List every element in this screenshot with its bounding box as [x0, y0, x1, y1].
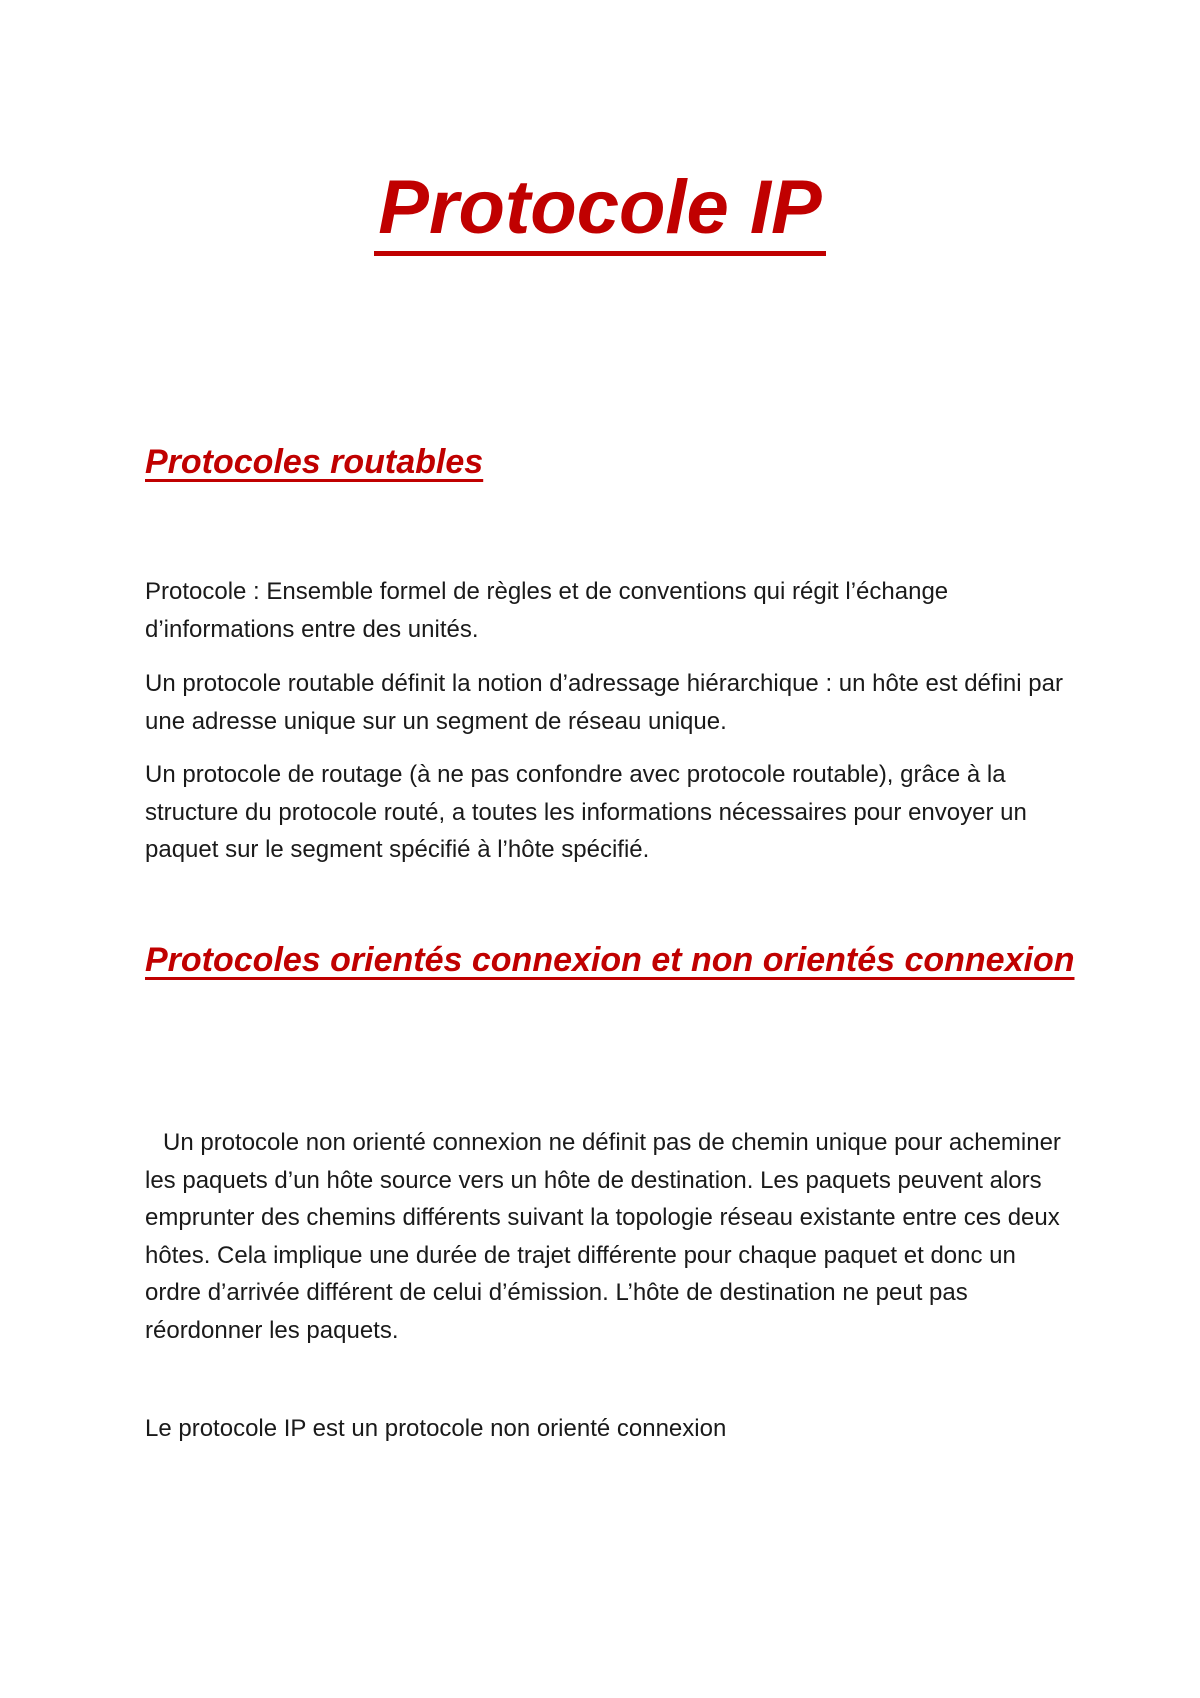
- section-heading-text: Protocoles routables: [145, 443, 484, 481]
- document-title-text: Protocole IP: [374, 165, 825, 256]
- document-title: [0, 160, 1200, 256]
- section-heading-connection-protocols: [145, 934, 1085, 986]
- paragraph-protocol-definition: Protocole : Ensemble formel de règles et de conventions qui régit l’échange d’informations entre des unités.: [145, 578, 949, 643]
- paragraph-connectionless-protocol: Un protocole non orienté connexion ne définit pas de chemin unique pour acheminer les paquets d’un hôte source vers un hôte de destination. Les paquets peuvent alors emprunter des chemins différents suivant la topologie réseau existante entre ces deux hôtes. Cela implique une durée de trajet différente pour chaque paquet et donc un ordre d’arrivée différent de celui d’émission. L’hôte de destination ne peut pas réordonner les paquets.: [145, 1129, 1061, 1344]
- section-heading-routable-protocols: [145, 436, 1085, 488]
- section-heading-text: Protocoles orientés connexion et non orientés connexion: [145, 941, 1075, 979]
- paragraph-routable-protocol: Un protocole routable définit la notion d’adressage hiérarchique : un hôte est défini par une adresse unique sur un segment de réseau unique.: [145, 670, 1063, 735]
- paragraph-routing-protocol: Un protocole de routage (à ne pas confondre avec protocole routable), grâce à la structure du protocole routé, a toutes les informations nécessaires pour envoyer un paquet sur le segment spécifié à l’hôte spécifié.: [145, 761, 1027, 863]
- paragraph-ip-conclusion: Le protocole IP est un protocole non orienté connexion: [145, 1415, 727, 1442]
